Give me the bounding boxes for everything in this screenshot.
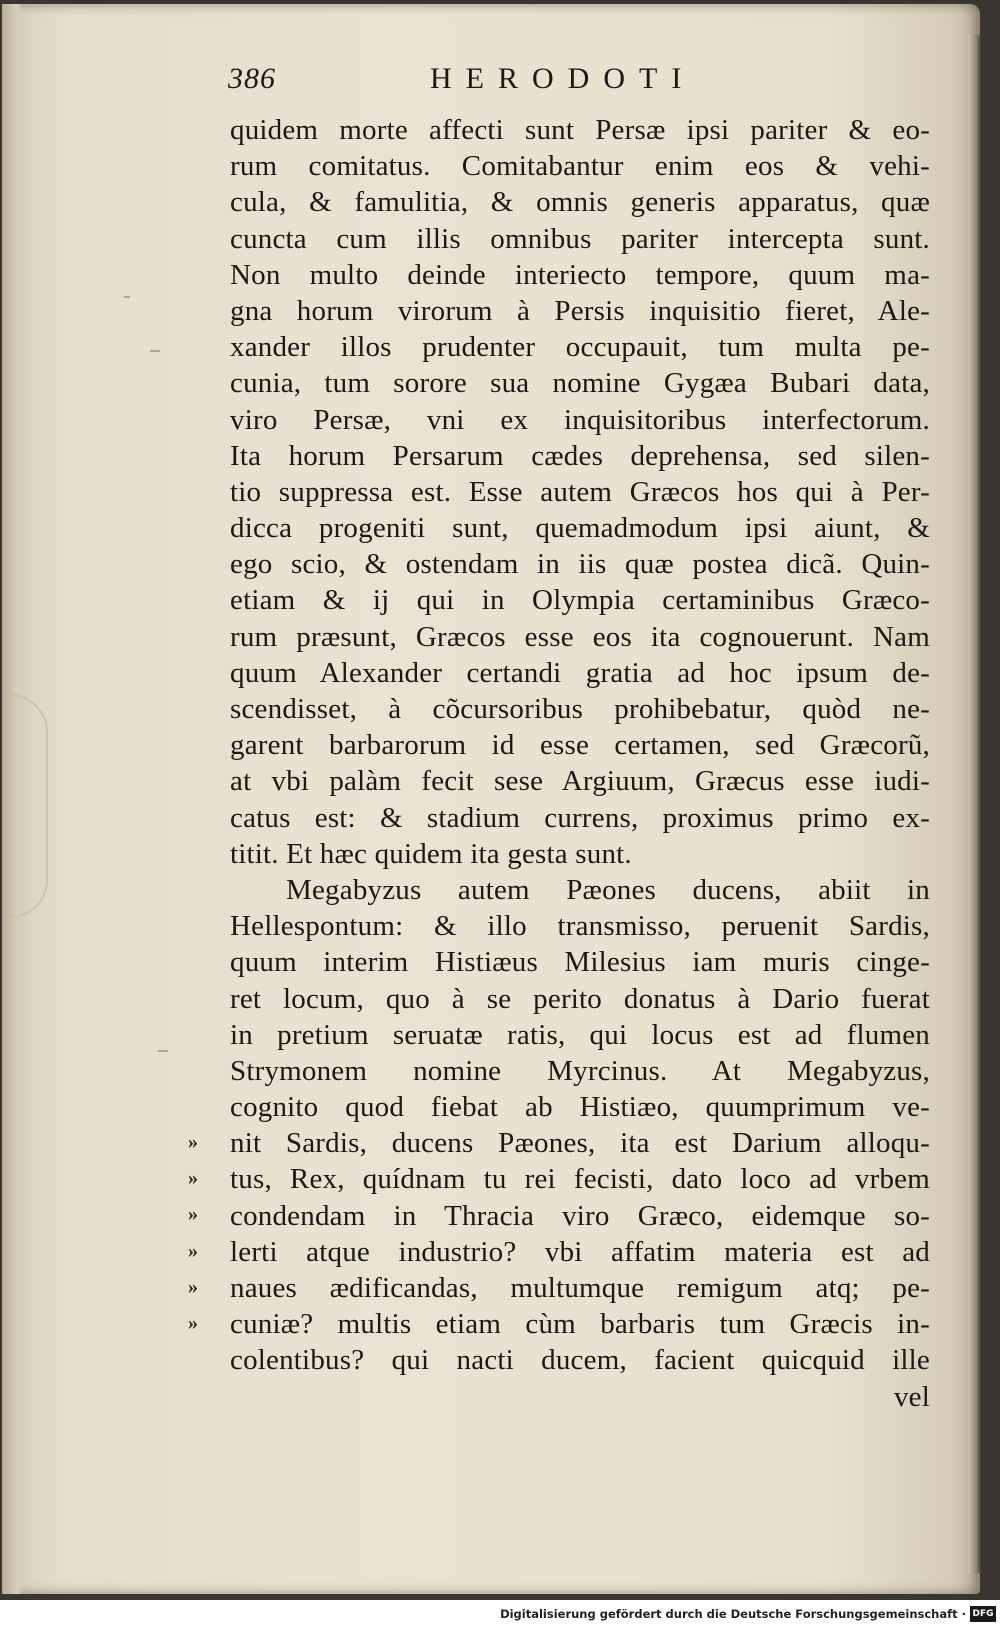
funding-credit: Digitalisierung gefördert durch die Deutsche Forschungsgemeinschaft · [500, 1607, 966, 1621]
text-line: rum præsunt, Græcos esse eos ita cognouerunt. Nam [230, 620, 930, 653]
page-fore-edge [968, 34, 982, 1574]
catchword: vel [893, 1380, 930, 1413]
text-line: colentibus? qui nacti ducem, facient quicquid ille [230, 1344, 930, 1377]
text-line: garent barbarorum id esse certamen, sed Græcorũ, [230, 729, 930, 762]
text-line: condendam in Thracia viro Græco, eidemque so- [230, 1199, 930, 1232]
text-line: scendisset, à cõcursoribus prohibebatur, quòd ne- [230, 693, 930, 725]
quote-mark: » [188, 1203, 196, 1226]
quote-mark: » [188, 1131, 196, 1153]
text-line: Hellespontum: & illo transmisso, peruenit Sardis, [230, 910, 930, 943]
book-title: HERODOTI [430, 62, 696, 95]
text-line: quum Alexander certandi gratia ad hoc ipsum de- [230, 656, 930, 689]
text-line: dicca progeniti sunt, quemadmodum ipsi aiunt, & [230, 512, 930, 545]
quote-mark: » [188, 1239, 196, 1262]
text-line: ret locum, quo à se perito donatus à Dario fuerat [230, 982, 930, 1015]
text-line: ego scio, & ostendam in iis quæ postea dicã. Quin- [230, 548, 930, 581]
text-line: cunia, tum sorore sua nomine Gygæa Bubari data, [230, 367, 930, 400]
text-line: xander illos prudenter occupauit, tum multa pe- [230, 331, 930, 364]
text-line: cuniæ? multis etiam cùm barbaris tum Græcis in- [230, 1308, 930, 1341]
pencil-mark [150, 350, 160, 352]
quotation-margin-marks [188, 1124, 224, 1341]
body-text [230, 112, 930, 1415]
paragraph-first-line: Megabyzus autem Pæones ducens, abiit in [286, 873, 930, 906]
quote-mark: » [188, 1275, 196, 1298]
quote-mark: » [188, 1167, 196, 1190]
text-line: Ita horum Persarum cædes deprehensa, sed silen- [230, 439, 930, 472]
running-head [228, 62, 788, 102]
text-line: lerti atque industrio? vbi affatim materia est ad [230, 1235, 930, 1268]
text-line: naues ædificandas, multumque remigum atq; pe- [230, 1272, 930, 1304]
quote-mark: » [188, 1311, 196, 1334]
pencil-mark [124, 296, 130, 298]
text-line: at vbi palàm fecit sese Argiuum, Græcus esse iudi- [230, 765, 930, 798]
text-line: nit Sardis, ducens Pæones, ita est Darium alloqu- [230, 1127, 930, 1160]
page-number: 386 [228, 62, 276, 95]
text-line: Strymonem nomine Myrcinus. At Megabyzus, [230, 1054, 930, 1087]
text-line: Non multo deinde interiecto tempore, quum ma- [230, 258, 930, 291]
text-line: catus est: & stadium currens, proximus primo ex- [230, 801, 930, 834]
text-line: titit. Et hæc quidem ita gesta sunt. [230, 837, 632, 870]
text-line: cula, & famulitia, & omnis generis apparatus, quæ [230, 186, 930, 219]
page-tab-impression [10, 694, 48, 918]
text-line: cognito quod fiebat ab Histiæo, quumprimum ve- [230, 1091, 930, 1124]
text-line: quidem morte affecti sunt Persæ ipsi pariter & eo- [230, 114, 930, 146]
text-line: in pretium seruatæ ratis, qui locus est ad flumen [230, 1018, 930, 1051]
pencil-mark [158, 1050, 168, 1052]
dfg-logo: DFG [970, 1606, 996, 1622]
text-line: tus, Rex, quídnam tu rei fecisti, dato loco ad vrbem [230, 1163, 930, 1196]
text-line: quum interim Histiæus Milesius iam muris cinge- [230, 946, 930, 979]
text-line: gna horum virorum à Persis inquisitio fieret, Ale- [230, 294, 930, 327]
text-line: tio suppressa est. Esse autem Græcos hos qui à Per- [230, 475, 930, 508]
text-line: viro Persæ, vni ex inquisitoribus interfectorum. [230, 403, 930, 436]
text-line: rum comitatus. Comitabantur enim eos & vehi- [230, 150, 930, 183]
text-line: etiam & ij qui in Olympia certaminibus Græco- [230, 584, 930, 617]
text-line: cuncta cum illis omnibus pariter intercepta sunt. [230, 222, 930, 255]
